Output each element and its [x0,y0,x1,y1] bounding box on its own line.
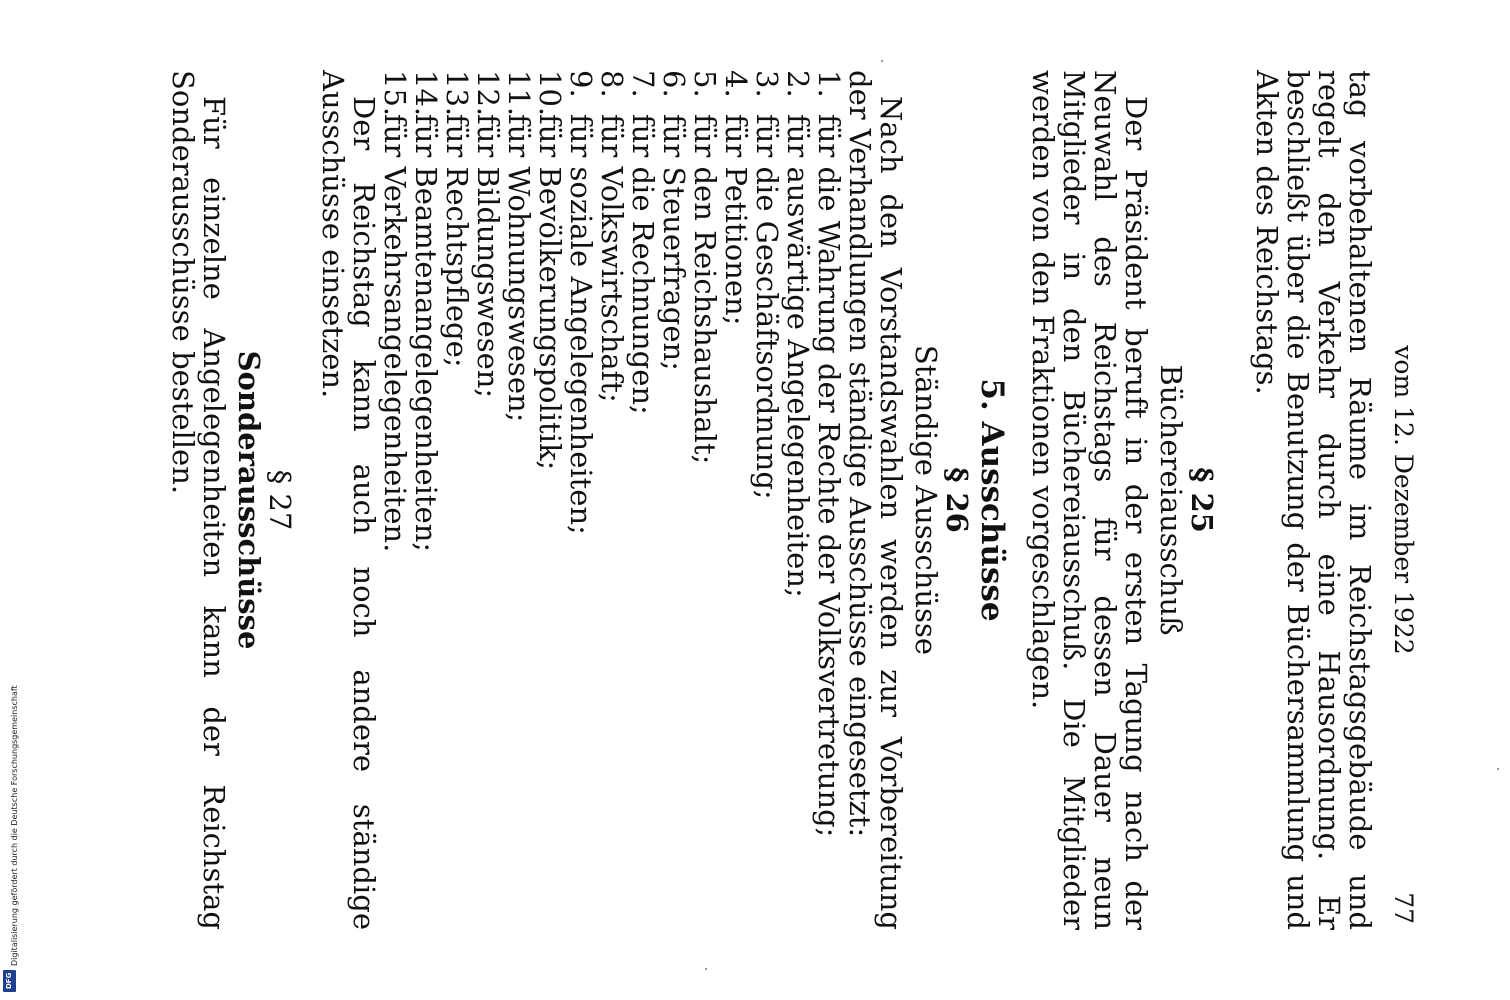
scan-speck [881,60,883,62]
list-item-text: für Rechtspflege; [440,114,474,368]
list-item-number: 11. [502,70,536,117]
list-item-number: 2. [781,70,815,98]
list-item [813,70,844,930]
list-item [441,70,472,930]
dfg-logo-text: DFG [5,972,13,990]
list-item [472,70,503,930]
section-27-sign: § 27 [263,469,297,531]
section-27-title: Sonderausschüsse [232,350,266,650]
scan-speck [1497,768,1499,770]
list-item-number: 7. [626,70,660,98]
list-item-text: für auswärtige Angelegenheiten; [781,114,815,598]
list-item-text: für Petitionen; [719,114,753,326]
list-item-number: 6. [657,70,691,98]
list-item [565,70,596,930]
dfg-logo [3,970,16,992]
section-26-closing: Der Reichstag kann auch noch andere ständige Ausschüsse einsetzen. [316,70,381,930]
list-item-text: für Volkswirtschaft; [595,114,629,403]
list-item [720,70,751,930]
list-item-number: 4. [719,70,753,98]
list-item [658,70,689,930]
list-item-number: 12. [471,70,505,117]
list-item-text: für den Reichshaushalt; [688,114,722,465]
scan-speck [705,968,707,970]
section-26-title: Ständige Ausschüsse [909,344,943,656]
list-item-text: für die Wahrung der Rechte der Volksvertretung; [812,114,846,838]
section-25-text: Der Präsident beruft in der ersten Tagung nach der Neuwahl des Reichstags für dessen Dauer neun Mitglieder in den Büchereiausschuß. Die Mitglieder werden von den Fraktionen vorgeschlagen. [1026,70,1153,930]
list-item-number: 5. [688,70,722,98]
list-item [410,70,441,930]
list-item [689,70,720,930]
list-item-number: 14. [409,70,443,117]
section-25-title: Büchereiausschuß [1154,364,1188,636]
list-item-text: für Bevölkerungspolitik; [533,114,567,471]
list-item [379,70,410,930]
digitization-stamp [3,608,19,992]
list-item [627,70,658,930]
committee-list [379,70,844,930]
list-item-number: 15. [378,70,412,117]
list-item-text: für Steuerfragen; [657,114,691,371]
list-item-text: für die Rechnungen; [626,114,660,415]
page-number: 77 [1389,892,1418,924]
chapter-heading: 5. Ausschüsse [974,378,1010,622]
list-item-text: für soziale Angelegenheiten; [564,114,598,535]
list-item [534,70,565,930]
list-item-number: 1. [812,70,846,98]
list-item [751,70,782,930]
list-item-number: 10. [533,70,567,117]
list-item-number: 13. [440,70,474,117]
section-25-sign: § 25 [1185,467,1219,533]
running-head-date: vom 12. Dezember 1922 [1389,345,1418,655]
list-item [596,70,627,930]
list-item [503,70,534,930]
list-item-text: für die Geschäftsordnung; [750,114,784,500]
list-item-text: für Wohnungswesen; [502,114,536,423]
list-item-number: 9. [564,70,598,98]
list-item-text: für Bildungswesen; [471,114,505,399]
section-26-intro: Nach den Vorstandswahlen werden zur Vorbereitung der Verhandlungen ständige Ausschüsse eingesetzt: [843,70,908,930]
list-item-number: 8. [595,70,629,98]
document-page [85,70,1425,930]
section-26-sign: § 26 [940,467,974,533]
intro-paragraph: tag vorbehaltenen Räume im Reichstagsgebäude und regelt den Verkehr durch eine Hausordnung. Er beschließt über die Benutzung der Büchersammlung und Akten des Reichstags. [1250,70,1377,930]
section-27-text: Für einzelne Angelegenheiten kann der Reichstag Sonderausschüsse bestellen. [166,70,231,930]
list-item [782,70,813,930]
list-item-number: 3. [750,70,784,98]
running-head [1375,70,1419,930]
list-item-text: für Verkehrsangelegenheiten. [378,114,412,553]
list-item-text: für Beamtenangelegenheiten; [409,114,443,553]
digitization-stamp-text: Digitalisierung gefördert durch die Deutsche Forschungsgemeinschaft [10,685,19,966]
